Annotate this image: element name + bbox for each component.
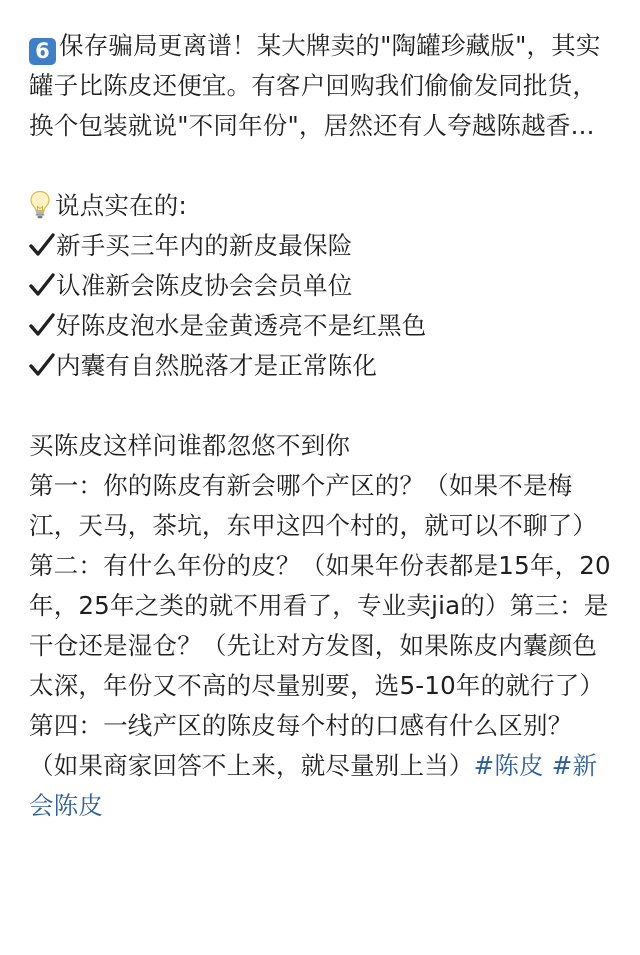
hashtag-link[interactable]: #陈皮	[473, 751, 544, 780]
tip-item	[29, 346, 615, 386]
question-four-text: 第四：一线产区的陈皮每个村的口感有什么区别？（如果商家回答不上来，就尽量别上当）	[29, 711, 573, 780]
post-body	[29, 26, 615, 826]
questions-intro: 买陈皮这样问谁都忽悠不到你	[29, 431, 351, 460]
hashtag-link[interactable]: #新会陈皮	[29, 751, 598, 820]
tip-item	[29, 266, 615, 306]
check-mark-icon	[29, 272, 55, 298]
tip-text: 好陈皮泡水是金黄透亮不是红黑色	[56, 311, 427, 340]
check-mark-icon	[29, 312, 55, 338]
tip-text: 新手买三年内的新皮最保险	[56, 231, 353, 260]
tip-text: 内囊有自然脱落才是正常陈化	[56, 351, 378, 380]
paragraph-scam	[29, 26, 615, 146]
scam-text: 保存骗局更离谱！某大牌卖的"陶罐珍藏版"，其实罐子比陈皮还便宜。有客户回购我们偷偷发同批货，换个包装就说"不同年份"，居然还有人夸越陈越香...	[29, 31, 601, 140]
tips-heading	[29, 186, 615, 226]
tip-item	[29, 226, 615, 266]
light-bulb-icon	[29, 190, 51, 220]
question-two-three: 第二：有什么年份的皮？（如果年份表都是15年，20年，25年之类的就不用看了，专业卖jia的）第三：是干仓还是湿仓？（先让对方发图，如果陈皮内囊颜色太深，年份又不高的尽量别要，选5-10年的就行了）	[29, 551, 611, 700]
tip-item	[29, 306, 615, 346]
spacer	[29, 386, 615, 426]
tip-text: 认准新会陈皮协会会员单位	[56, 271, 353, 300]
question-one: 第一：你的陈皮有新会哪个产区的？（如果不是梅江，天马，茶坑，东甲这四个村的，就可以不聊了）	[29, 471, 598, 540]
check-mark-icon	[29, 232, 55, 258]
question-four	[29, 706, 615, 826]
spacer	[29, 146, 615, 186]
check-mark-icon	[29, 352, 55, 378]
keycap-six-icon: 6	[29, 38, 56, 65]
tips-heading-text: 说点实在的:	[55, 191, 187, 220]
